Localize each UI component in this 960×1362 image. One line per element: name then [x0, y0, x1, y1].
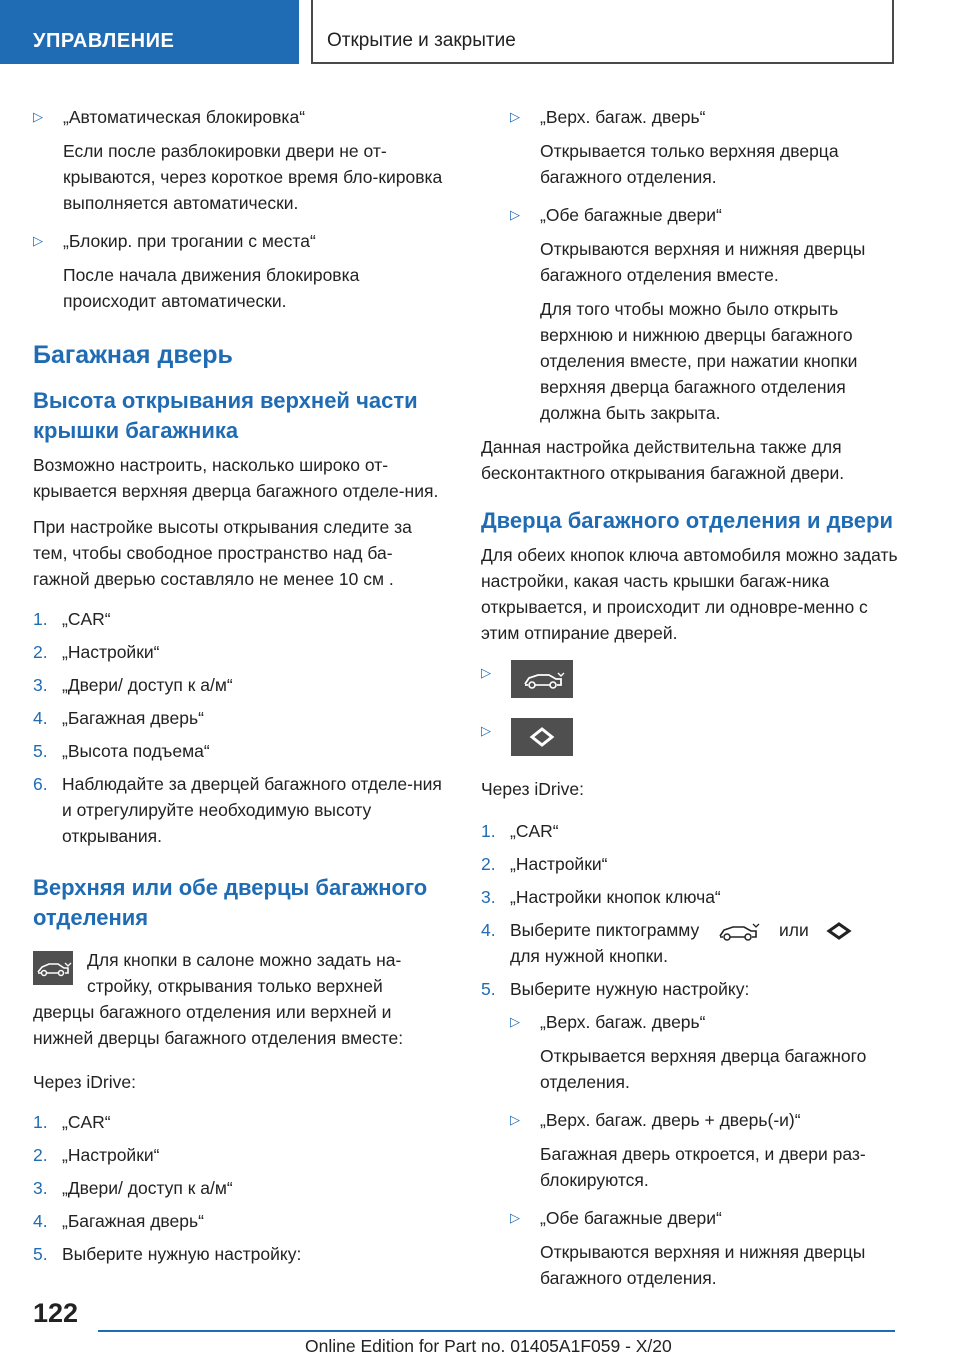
- paragraph: Данная настройка действительна также для бесконтактного открывания багажной двери.: [481, 437, 845, 483]
- section-title: УПРАВЛЕНИЕ: [33, 30, 175, 52]
- list-item: 1. „CAR“: [33, 609, 111, 629]
- bullet-item: [510, 202, 901, 426]
- paragraph: Для обеих кнопок ключа автомобиля можно задать настройки, какая часть крышки багаж-ника открывается, и происходит ли одновре-менно с этим отпирание дверей.: [481, 545, 898, 643]
- triangle-bullet-icon: ▷: [33, 233, 43, 248]
- bullet-text: Открывается только верхняя дверца багажного отделения.: [540, 141, 839, 187]
- paragraph: Возможно настроить, насколько широко от-крывается верхняя дверца багажного отделе-ния.: [33, 455, 439, 501]
- list-item: 4. „Багажная дверь“: [33, 708, 204, 728]
- bullet-text: Багажная дверь откроется, и двери раз-блокируются.: [540, 1144, 866, 1191]
- list-item: 2. „Настройки“: [33, 642, 160, 662]
- bullet-title: „Обе багажные двери“: [540, 205, 722, 225]
- list-item: 1. „CAR“: [33, 1112, 111, 1132]
- right-column: [481, 98, 901, 1297]
- paragraph: дверцы багажного отделения или верхней и нижней дверцы багажного отделения вместе:: [33, 1002, 404, 1048]
- heading-trunk-door: Багажная дверь: [33, 341, 233, 369]
- list-item: 5. „Высота подъема“: [33, 741, 210, 761]
- triangle-bullet-icon: ▷: [510, 1014, 520, 1030]
- icon-option: [481, 718, 901, 758]
- left-column: [33, 98, 443, 1274]
- list-item: 3. „Настройки кнопок ключа“: [481, 887, 721, 907]
- steps-list: [33, 1109, 443, 1267]
- heading-upper-or-both: Верхняя или обе дверцы багажного отделения: [33, 875, 428, 930]
- bullet-text: После начала движения блокировка происходит автоматически.: [63, 265, 360, 311]
- bullet-title: „Верх. багаж. дверь“: [540, 107, 706, 127]
- car-trunk-icon: [714, 919, 764, 943]
- icon-option: [481, 660, 901, 700]
- list-item: 4. Выберите пиктограмму или для нужной кнопки.: [481, 917, 901, 969]
- chapter-title: Открытие и закрытие: [327, 30, 516, 51]
- triangle-bullet-icon: ▷: [510, 109, 520, 124]
- bullet-text: Для того чтобы можно было открыть верхнюю и нижнюю дверцы багажного отделения вместе, при нажатии кнопки верхняя дверца багажного отделения должна быть закрыта.: [540, 299, 858, 423]
- bullet-item: [33, 228, 443, 314]
- bullet-title: „Верх. багаж. дверь“: [540, 1012, 706, 1033]
- bullet-title: „Блокир. при трогании с места“: [63, 231, 316, 251]
- list-item: 5. Выберите нужную настройку:: [481, 979, 750, 1000]
- steps-list: [481, 818, 901, 1002]
- triangle-bullet-icon: ▷: [481, 665, 491, 680]
- bullet-text: Открываются верхняя и нижняя дверцы багажного отделения.: [540, 1242, 866, 1289]
- diamond-arrows-icon: [511, 718, 573, 756]
- bullet-item: [510, 1107, 901, 1193]
- bullet-text: Открывается верхняя дверца багажного отделения.: [540, 1046, 867, 1093]
- bullet-item: [510, 1009, 901, 1095]
- car-trunk-icon: [33, 951, 73, 985]
- via-idrive: Через iDrive:: [481, 779, 584, 799]
- list-item: 4. „Багажная дверь“: [33, 1211, 204, 1231]
- chapter-tab: [311, 0, 894, 64]
- heading-doors: Дверца багажного отделения и двери: [481, 508, 893, 533]
- paragraph: При настройке высоты открывания следите за тем, чтобы свободное пространство над ба-гажной дверью составляло не менее 10 см .: [33, 517, 412, 589]
- heading-opening-height: Высота открывания верхней части крышки багажника: [33, 388, 418, 443]
- bullet-title: „Обе багажные двери“: [540, 1208, 722, 1229]
- paragraph: Для кнопки в салоне можно задать на-стройку, открывания только верхней: [87, 950, 402, 996]
- footer-divider: [98, 1330, 895, 1332]
- triangle-bullet-icon: ▷: [510, 1210, 520, 1226]
- triangle-bullet-icon: ▷: [33, 109, 43, 124]
- list-item: 6. Наблюдайте за дверцей багажного отделе-ния и отрегулируйте необходимую высоту открывания.: [33, 774, 442, 846]
- page-number: 122: [33, 1298, 79, 1328]
- icon-paragraph: [33, 947, 443, 1051]
- edition-text: Online Edition for Part no. 01405A1F059 - X/20: [305, 1336, 672, 1356]
- list-item: 3. „Двери/ доступ к а/м“: [33, 675, 233, 695]
- bullet-item: [510, 104, 901, 190]
- bullet-title: „Верх. багаж. дверь + дверь(-и)“: [540, 1110, 801, 1131]
- car-trunk-icon: [511, 660, 573, 698]
- bullet-text: Открываются верхняя и нижняя дверцы багажного отделения вместе.: [540, 239, 866, 285]
- triangle-bullet-icon: ▷: [510, 1112, 520, 1128]
- via-idrive: Через iDrive:: [33, 1072, 136, 1092]
- list-item: 3. „Двери/ доступ к а/м“: [33, 1178, 233, 1198]
- bullet-title: „Автоматическая блокировка“: [63, 107, 306, 127]
- list-item: 2. „Настройки“: [481, 854, 608, 874]
- bullet-text: Если после разблокировки двери не от-крываются, через короткое время бло-кировка выполняется автоматически.: [63, 141, 443, 213]
- section-tab: [0, 0, 299, 64]
- list-item: 5. Выберите нужную настройку:: [33, 1244, 302, 1264]
- bullet-item: [510, 1205, 901, 1291]
- list-item: 1. „CAR“: [481, 821, 559, 841]
- bullet-item: [33, 104, 443, 216]
- diamond-arrows-icon: [824, 920, 854, 942]
- list-item: 2. „Настройки“: [33, 1145, 160, 1165]
- triangle-bullet-icon: ▷: [481, 723, 491, 738]
- triangle-bullet-icon: ▷: [510, 207, 520, 222]
- steps-list: [33, 606, 443, 849]
